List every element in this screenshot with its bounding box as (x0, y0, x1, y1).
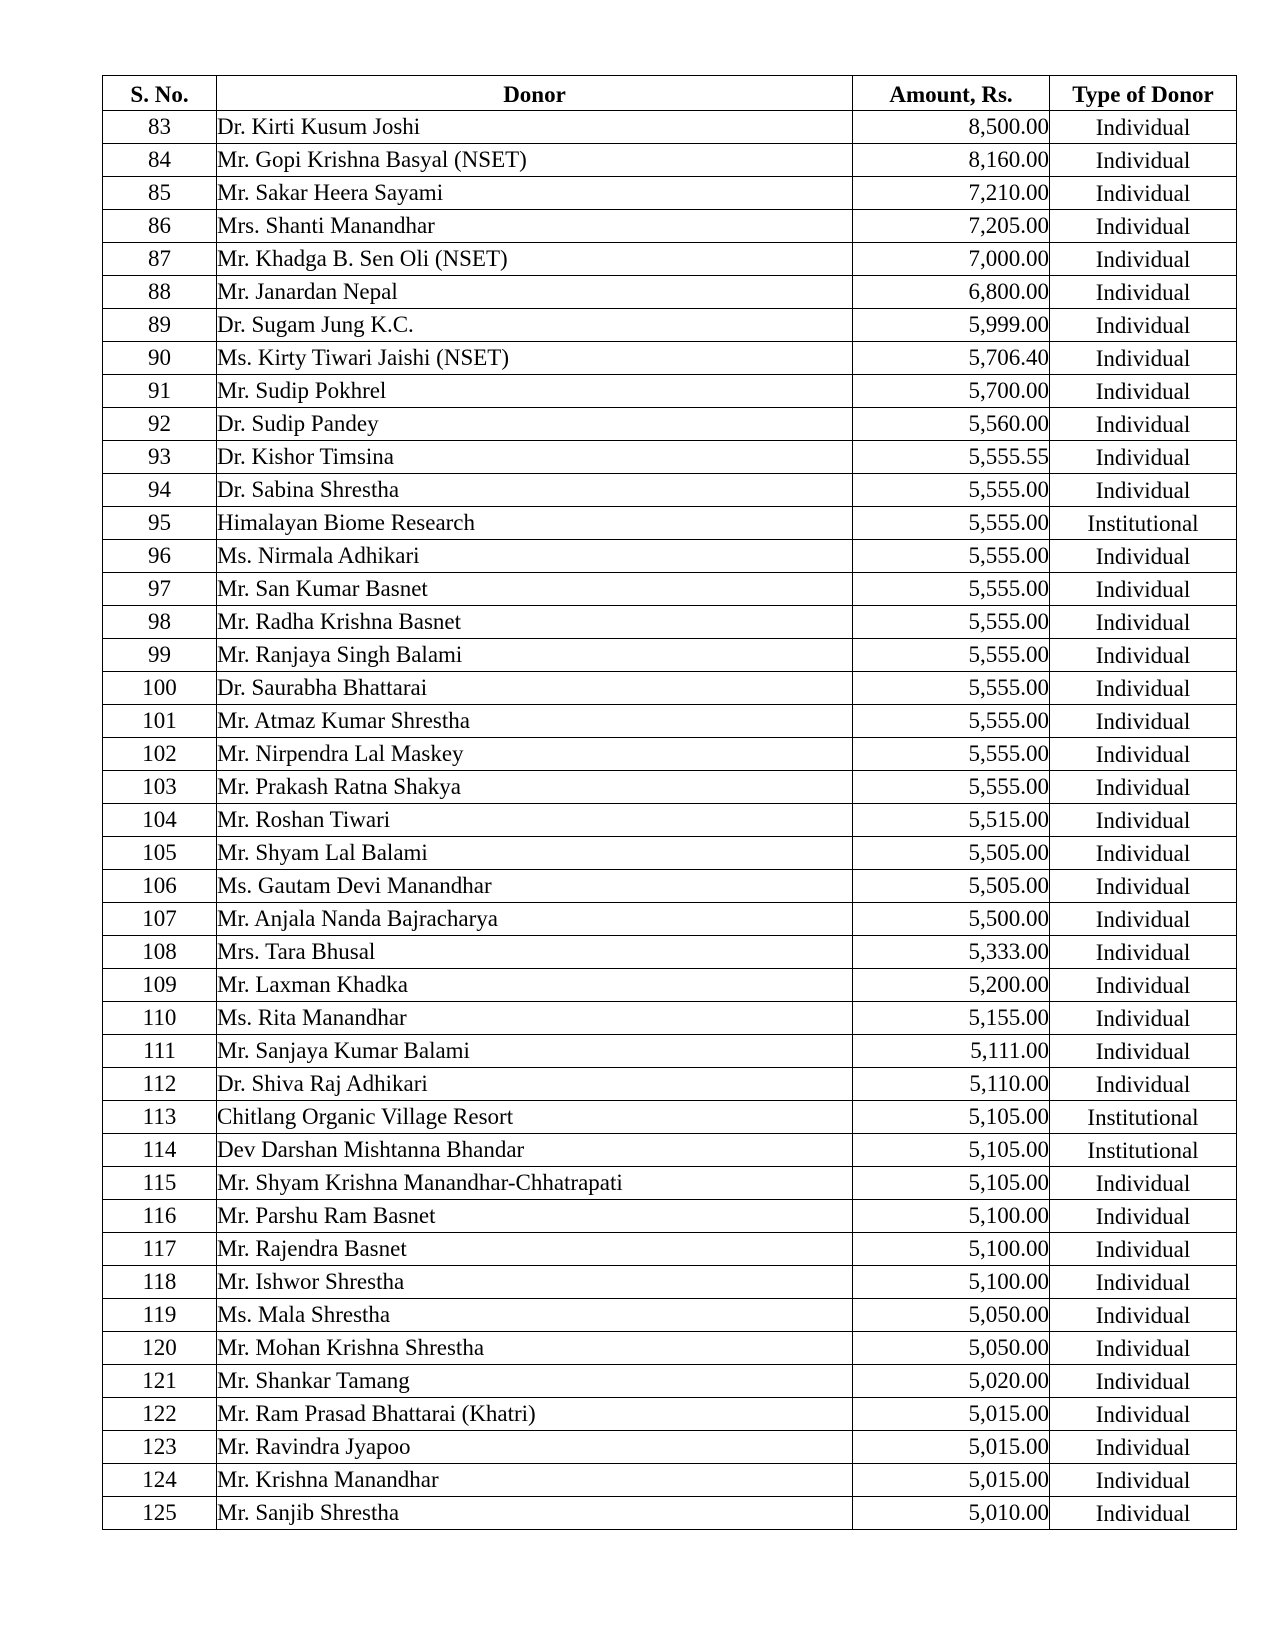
cell-donor-name: Mr. Shyam Lal Balami (217, 837, 853, 870)
cell-serial-number: 116 (103, 1200, 217, 1233)
cell-serial-number: 84 (103, 144, 217, 177)
cell-amount: 5,505.00 (853, 837, 1050, 870)
cell-amount: 5,100.00 (853, 1200, 1050, 1233)
cell-serial-number: 114 (103, 1134, 217, 1167)
table-body (103, 111, 1237, 1530)
cell-donor-name: Mr. Sanjib Shrestha (217, 1497, 853, 1530)
cell-donor-name: Ms. Mala Shrestha (217, 1299, 853, 1332)
cell-donor-name: Mr. Shyam Krishna Manandhar-Chhatrapati (217, 1167, 853, 1200)
cell-amount: 5,500.00 (853, 903, 1050, 936)
cell-serial-number: 89 (103, 309, 217, 342)
cell-serial-number: 94 (103, 474, 217, 507)
cell-serial-number: 92 (103, 408, 217, 441)
cell-donor-type: Individual (1050, 969, 1237, 1002)
table-row (103, 1299, 1237, 1332)
cell-donor-name: Mr. Radha Krishna Basnet (217, 606, 853, 639)
table-row (103, 1035, 1237, 1068)
cell-donor-type: Individual (1050, 837, 1237, 870)
cell-donor-type: Individual (1050, 573, 1237, 606)
cell-donor-type: Individual (1050, 540, 1237, 573)
cell-donor-name: Mr. Ranjaya Singh Balami (217, 639, 853, 672)
header-serial-number: S. No. (103, 76, 217, 111)
table-row (103, 1167, 1237, 1200)
cell-amount: 5,515.00 (853, 804, 1050, 837)
cell-donor-name: Dr. Saurabha Bhattarai (217, 672, 853, 705)
cell-donor-type: Individual (1050, 1035, 1237, 1068)
cell-amount: 6,800.00 (853, 276, 1050, 309)
cell-serial-number: 122 (103, 1398, 217, 1431)
cell-serial-number: 106 (103, 870, 217, 903)
cell-donor-name: Mr. Parshu Ram Basnet (217, 1200, 853, 1233)
cell-donor-name: Mr. Ravindra Jyapoo (217, 1431, 853, 1464)
cell-donor-name: Chitlang Organic Village Resort (217, 1101, 853, 1134)
cell-amount: 5,706.40 (853, 342, 1050, 375)
cell-amount: 5,555.00 (853, 474, 1050, 507)
table-row (103, 672, 1237, 705)
cell-serial-number: 86 (103, 210, 217, 243)
cell-donor-type: Individual (1050, 1233, 1237, 1266)
cell-amount: 7,205.00 (853, 210, 1050, 243)
table-row (103, 474, 1237, 507)
cell-amount: 8,160.00 (853, 144, 1050, 177)
table-row (103, 309, 1237, 342)
table-row (103, 936, 1237, 969)
table-row (103, 210, 1237, 243)
cell-donor-type: Individual (1050, 1497, 1237, 1530)
table-row (103, 1200, 1237, 1233)
table-row (103, 540, 1237, 573)
cell-serial-number: 107 (103, 903, 217, 936)
table-row (103, 969, 1237, 1002)
table-row (103, 705, 1237, 738)
cell-donor-type: Individual (1050, 474, 1237, 507)
cell-donor-type: Individual (1050, 903, 1237, 936)
cell-donor-type: Individual (1050, 639, 1237, 672)
cell-donor-name: Mr. San Kumar Basnet (217, 573, 853, 606)
table-row (103, 1266, 1237, 1299)
cell-amount: 5,111.00 (853, 1035, 1050, 1068)
cell-donor-name: Mr. Sudip Pokhrel (217, 375, 853, 408)
cell-donor-type: Institutional (1050, 507, 1237, 540)
table-row (103, 738, 1237, 771)
cell-donor-type: Individual (1050, 1464, 1237, 1497)
cell-donor-name: Mr. Krishna Manandhar (217, 1464, 853, 1497)
table-row (103, 771, 1237, 804)
cell-serial-number: 96 (103, 540, 217, 573)
cell-donor-name: Mr. Gopi Krishna Basyal (NSET) (217, 144, 853, 177)
cell-donor-name: Mrs. Tara Bhusal (217, 936, 853, 969)
cell-donor-type: Individual (1050, 375, 1237, 408)
table-row (103, 375, 1237, 408)
table-row (103, 1068, 1237, 1101)
cell-serial-number: 123 (103, 1431, 217, 1464)
table-row (103, 507, 1237, 540)
cell-donor-name: Ms. Rita Manandhar (217, 1002, 853, 1035)
cell-serial-number: 120 (103, 1332, 217, 1365)
cell-donor-type: Individual (1050, 771, 1237, 804)
cell-donor-name: Ms. Gautam Devi Manandhar (217, 870, 853, 903)
table-row (103, 837, 1237, 870)
cell-amount: 5,020.00 (853, 1365, 1050, 1398)
cell-serial-number: 112 (103, 1068, 217, 1101)
donor-table (102, 75, 1237, 1530)
cell-amount: 5,105.00 (853, 1101, 1050, 1134)
cell-serial-number: 109 (103, 969, 217, 1002)
cell-serial-number: 85 (103, 177, 217, 210)
cell-donor-name: Mr. Atmaz Kumar Shrestha (217, 705, 853, 738)
table-row (103, 606, 1237, 639)
cell-donor-name: Ms. Nirmala Adhikari (217, 540, 853, 573)
cell-serial-number: 113 (103, 1101, 217, 1134)
cell-donor-name: Mr. Nirpendra Lal Maskey (217, 738, 853, 771)
header-amount: Amount, Rs. (853, 76, 1050, 111)
cell-donor-name: Dev Darshan Mishtanna Bhandar (217, 1134, 853, 1167)
cell-serial-number: 95 (103, 507, 217, 540)
cell-amount: 8,500.00 (853, 111, 1050, 144)
table-row (103, 573, 1237, 606)
cell-amount: 5,015.00 (853, 1398, 1050, 1431)
cell-donor-type: Individual (1050, 1299, 1237, 1332)
cell-serial-number: 121 (103, 1365, 217, 1398)
cell-serial-number: 115 (103, 1167, 217, 1200)
table-row (103, 1134, 1237, 1167)
cell-serial-number: 99 (103, 639, 217, 672)
cell-amount: 5,100.00 (853, 1266, 1050, 1299)
cell-donor-type: Individual (1050, 1002, 1237, 1035)
table-row (103, 1398, 1237, 1431)
table-row (103, 1101, 1237, 1134)
cell-donor-type: Individual (1050, 1332, 1237, 1365)
table-row (103, 111, 1237, 144)
cell-donor-type: Individual (1050, 276, 1237, 309)
cell-donor-type: Individual (1050, 738, 1237, 771)
cell-amount: 5,555.00 (853, 738, 1050, 771)
cell-amount: 7,000.00 (853, 243, 1050, 276)
cell-donor-name: Mr. Ram Prasad Bhattarai (Khatri) (217, 1398, 853, 1431)
table-row (103, 1464, 1237, 1497)
cell-amount: 5,155.00 (853, 1002, 1050, 1035)
header-donor: Donor (217, 76, 853, 111)
cell-donor-name: Mr. Janardan Nepal (217, 276, 853, 309)
table-row (103, 1431, 1237, 1464)
cell-amount: 5,555.00 (853, 540, 1050, 573)
cell-donor-type: Individual (1050, 441, 1237, 474)
cell-amount: 5,560.00 (853, 408, 1050, 441)
cell-amount: 5,105.00 (853, 1167, 1050, 1200)
cell-serial-number: 111 (103, 1035, 217, 1068)
cell-donor-type: Individual (1050, 804, 1237, 837)
table-row (103, 408, 1237, 441)
cell-donor-type: Individual (1050, 111, 1237, 144)
cell-amount: 5,555.00 (853, 639, 1050, 672)
cell-donor-type: Individual (1050, 1167, 1237, 1200)
cell-donor-name: Mr. Prakash Ratna Shakya (217, 771, 853, 804)
cell-serial-number: 108 (103, 936, 217, 969)
cell-donor-name: Dr. Shiva Raj Adhikari (217, 1068, 853, 1101)
cell-donor-name: Mr. Rajendra Basnet (217, 1233, 853, 1266)
cell-donor-name: Dr. Sudip Pandey (217, 408, 853, 441)
cell-amount: 5,105.00 (853, 1134, 1050, 1167)
cell-donor-type: Individual (1050, 342, 1237, 375)
cell-serial-number: 105 (103, 837, 217, 870)
table-row (103, 177, 1237, 210)
table-row (103, 1497, 1237, 1530)
cell-donor-name: Mr. Sanjaya Kumar Balami (217, 1035, 853, 1068)
cell-donor-type: Institutional (1050, 1134, 1237, 1167)
cell-serial-number: 101 (103, 705, 217, 738)
cell-serial-number: 83 (103, 111, 217, 144)
cell-donor-type: Individual (1050, 1266, 1237, 1299)
cell-donor-name: Mr. Ishwor Shrestha (217, 1266, 853, 1299)
cell-donor-name: Himalayan Biome Research (217, 507, 853, 540)
cell-serial-number: 87 (103, 243, 217, 276)
cell-donor-type: Individual (1050, 606, 1237, 639)
cell-amount: 5,555.00 (853, 771, 1050, 804)
table-row (103, 903, 1237, 936)
table-row (103, 1365, 1237, 1398)
cell-serial-number: 100 (103, 672, 217, 705)
cell-donor-name: Mr. Sakar Heera Sayami (217, 177, 853, 210)
cell-amount: 7,210.00 (853, 177, 1050, 210)
cell-amount: 5,555.00 (853, 705, 1050, 738)
table-row (103, 1002, 1237, 1035)
cell-amount: 5,999.00 (853, 309, 1050, 342)
cell-donor-name: Dr. Kirti Kusum Joshi (217, 111, 853, 144)
cell-donor-name: Mr. Laxman Khadka (217, 969, 853, 1002)
header-donor-type: Type of Donor (1050, 76, 1237, 111)
cell-amount: 5,110.00 (853, 1068, 1050, 1101)
cell-donor-type: Individual (1050, 309, 1237, 342)
cell-donor-name: Mr. Roshan Tiwari (217, 804, 853, 837)
cell-donor-name: Mr. Khadga B. Sen Oli (NSET) (217, 243, 853, 276)
cell-donor-type: Individual (1050, 672, 1237, 705)
cell-donor-type: Individual (1050, 1398, 1237, 1431)
cell-donor-name: Mr. Mohan Krishna Shrestha (217, 1332, 853, 1365)
cell-donor-name: Mr. Shankar Tamang (217, 1365, 853, 1398)
cell-serial-number: 125 (103, 1497, 217, 1530)
cell-amount: 5,555.55 (853, 441, 1050, 474)
cell-amount: 5,015.00 (853, 1464, 1050, 1497)
cell-donor-name: Dr. Kishor Timsina (217, 441, 853, 474)
cell-donor-type: Institutional (1050, 1101, 1237, 1134)
cell-serial-number: 98 (103, 606, 217, 639)
cell-amount: 5,333.00 (853, 936, 1050, 969)
table-row (103, 276, 1237, 309)
cell-serial-number: 102 (103, 738, 217, 771)
cell-donor-type: Individual (1050, 408, 1237, 441)
cell-amount: 5,555.00 (853, 672, 1050, 705)
cell-donor-type: Individual (1050, 1200, 1237, 1233)
cell-donor-type: Individual (1050, 705, 1237, 738)
cell-donor-type: Individual (1050, 1365, 1237, 1398)
table-row (103, 144, 1237, 177)
cell-serial-number: 117 (103, 1233, 217, 1266)
cell-donor-name: Dr. Sugam Jung K.C. (217, 309, 853, 342)
table-row (103, 804, 1237, 837)
cell-serial-number: 97 (103, 573, 217, 606)
cell-amount: 5,050.00 (853, 1332, 1050, 1365)
cell-serial-number: 119 (103, 1299, 217, 1332)
cell-serial-number: 103 (103, 771, 217, 804)
cell-donor-type: Individual (1050, 243, 1237, 276)
cell-donor-name: Mrs. Shanti Manandhar (217, 210, 853, 243)
cell-donor-type: Individual (1050, 144, 1237, 177)
cell-amount: 5,555.00 (853, 606, 1050, 639)
cell-donor-type: Individual (1050, 870, 1237, 903)
table-row (103, 243, 1237, 276)
table-header-row (103, 76, 1237, 111)
cell-donor-type: Individual (1050, 1431, 1237, 1464)
cell-donor-name: Dr. Sabina Shrestha (217, 474, 853, 507)
cell-amount: 5,010.00 (853, 1497, 1050, 1530)
cell-serial-number: 118 (103, 1266, 217, 1299)
cell-serial-number: 93 (103, 441, 217, 474)
cell-donor-type: Individual (1050, 210, 1237, 243)
table-row (103, 441, 1237, 474)
cell-serial-number: 91 (103, 375, 217, 408)
table-row (103, 1332, 1237, 1365)
cell-donor-type: Individual (1050, 177, 1237, 210)
table-row (103, 870, 1237, 903)
cell-amount: 5,015.00 (853, 1431, 1050, 1464)
cell-serial-number: 110 (103, 1002, 217, 1035)
table-row (103, 639, 1237, 672)
cell-amount: 5,100.00 (853, 1233, 1050, 1266)
cell-donor-name: Ms. Kirty Tiwari Jaishi (NSET) (217, 342, 853, 375)
cell-amount: 5,700.00 (853, 375, 1050, 408)
cell-serial-number: 90 (103, 342, 217, 375)
cell-amount: 5,555.00 (853, 507, 1050, 540)
cell-donor-type: Individual (1050, 936, 1237, 969)
cell-amount: 5,050.00 (853, 1299, 1050, 1332)
table-row (103, 342, 1237, 375)
table-row (103, 1233, 1237, 1266)
cell-amount: 5,505.00 (853, 870, 1050, 903)
cell-donor-name: Mr. Anjala Nanda Bajracharya (217, 903, 853, 936)
cell-serial-number: 88 (103, 276, 217, 309)
cell-donor-type: Individual (1050, 1068, 1237, 1101)
cell-serial-number: 104 (103, 804, 217, 837)
cell-serial-number: 124 (103, 1464, 217, 1497)
cell-amount: 5,200.00 (853, 969, 1050, 1002)
cell-amount: 5,555.00 (853, 573, 1050, 606)
